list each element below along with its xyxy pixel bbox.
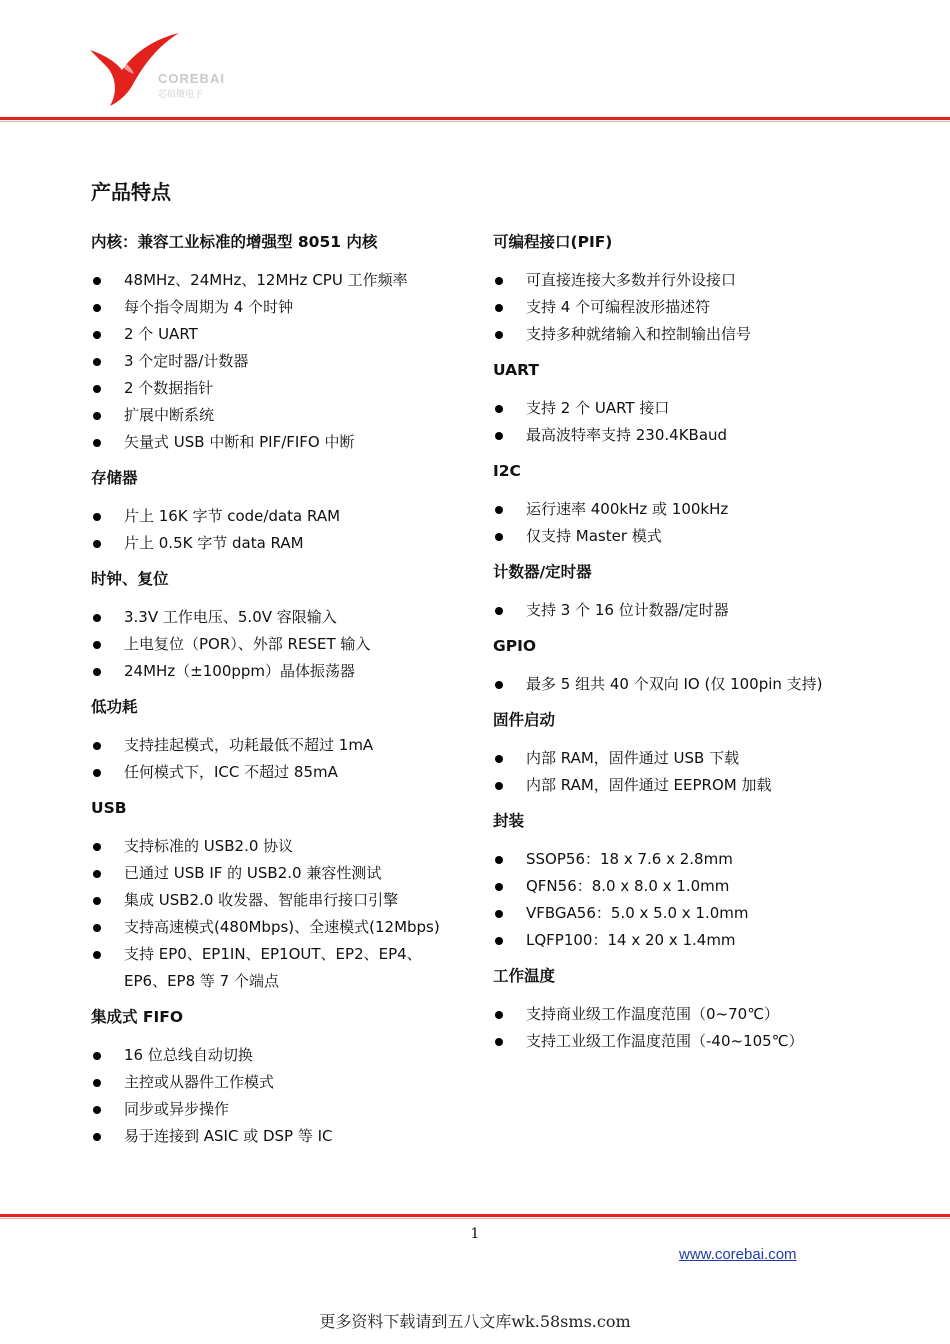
bullet-icon (495, 856, 503, 864)
list-item (91, 658, 471, 685)
feature-list (493, 846, 873, 954)
list-item (91, 348, 471, 375)
bullet-icon (495, 432, 503, 440)
list-item (91, 1042, 471, 1069)
list-item-text: 支持高速模式(480Mbps)、全速模式(12Mbps) (124, 918, 440, 936)
bullet-icon (93, 358, 101, 366)
section-title: 低功耗 (91, 698, 138, 716)
list-item (493, 772, 873, 799)
bullet-icon (93, 412, 101, 420)
bullet-icon (93, 331, 101, 339)
list-item (91, 887, 471, 914)
list-item (91, 375, 471, 402)
page-header (0, 0, 950, 125)
feature-list (493, 745, 873, 799)
list-item-text: 任何模式下，ICC 不超过 85mA (124, 763, 338, 781)
list-item-text: 片上 16K 字节 code/data RAM (124, 507, 341, 525)
section-title: I2C (493, 462, 521, 480)
bullet-icon (93, 870, 101, 878)
bullet-icon (495, 755, 503, 763)
bullet-icon (93, 277, 101, 285)
list-item-text: 矢量式 USB 中断和 PIF/FIFO 中断 (124, 433, 355, 451)
list-item (91, 530, 471, 557)
section-title: 集成式 FIFO (91, 1008, 184, 1026)
list-item (91, 759, 471, 786)
bullet-icon (495, 883, 503, 891)
header-divider (0, 117, 950, 120)
bullet-icon (93, 304, 101, 312)
list-item-text: 最多 5 组共 40 个双向 IO (仅 100pin 支持) (526, 675, 823, 693)
bullet-icon (93, 1106, 101, 1114)
list-item (91, 1123, 471, 1150)
list-item-text: VFBGA56：5.0 x 5.0 x 1.0mm (526, 904, 749, 922)
list-item-text: 48MHz、24MHz、12MHz CPU 工作频率 (124, 271, 408, 289)
list-item (91, 860, 471, 887)
list-item (91, 294, 471, 321)
list-item-text: 支持标准的 USB2.0 协议 (124, 837, 294, 855)
bullet-icon (93, 513, 101, 521)
list-item-text: 2 个数据指针 (124, 379, 214, 397)
list-item-text: 支持挂起模式，功耗最低不超过 1mA (124, 736, 374, 754)
feature-list (493, 1001, 873, 1055)
bullet-icon (495, 937, 503, 945)
list-item-text: 已通过 USB IF 的 USB2.0 兼容性测试 (124, 864, 382, 882)
list-item (493, 927, 873, 954)
feature-list (91, 604, 471, 685)
list-item-text: 上电复位（POR）、外部 RESET 输入 (124, 635, 371, 653)
bullet-icon (93, 843, 101, 851)
list-item (493, 496, 873, 523)
bullet-icon (93, 951, 101, 959)
footer-divider (0, 1214, 950, 1217)
section-title: 可编程接口(PIF) (493, 233, 613, 251)
list-item (493, 873, 873, 900)
list-item (91, 267, 471, 294)
page-number: 1 (470, 1226, 480, 1242)
feature-list (493, 597, 873, 624)
bullet-icon (495, 782, 503, 790)
list-item-text: 最高波特率支持 230.4KBaud (526, 426, 728, 444)
list-item-text: 内部 RAM，固件通过 USB 下载 (526, 749, 740, 767)
list-item (91, 833, 471, 860)
bullet-icon (93, 1052, 101, 1060)
bullet-icon (93, 742, 101, 750)
download-note: 更多资料下载请到五八文库wk.58sms.com (319, 1312, 631, 1331)
section-title: 内核：兼容工业标准的增强型 8051 内核 (91, 233, 378, 251)
page-title: 产品特点 (91, 180, 171, 204)
list-item-text: 支持 EP0、EP1IN、EP1OUT、EP2、EP4、 EP6、EP8 等 7 个端点 (124, 945, 422, 990)
website-link[interactable]: www.corebai.com (679, 1246, 797, 1263)
list-item-text: LQFP100：14 x 20 x 1.4mm (526, 931, 736, 949)
bullet-icon (93, 385, 101, 393)
list-item-text: 运行速率 400kHz 或 100kHz (526, 500, 729, 518)
list-item (91, 604, 471, 631)
bullet-icon (495, 405, 503, 413)
list-item (493, 294, 873, 321)
bullet-icon (495, 277, 503, 285)
section-title: UART (493, 361, 539, 379)
section-title: USB (91, 799, 127, 817)
section-title: 计数器/定时器 (493, 563, 592, 581)
list-item (91, 503, 471, 530)
list-item-text: 扩展中断系统 (124, 406, 215, 424)
section-title: 封装 (493, 812, 525, 830)
list-item-text: SSOP56：18 x 7.6 x 2.8mm (526, 850, 733, 868)
list-item-text: 支持 2 个 UART 接口 (526, 399, 670, 417)
list-item (493, 745, 873, 772)
bullet-icon (495, 331, 503, 339)
bullet-icon (495, 506, 503, 514)
list-item-text: 主控或从器件工作模式 (124, 1073, 275, 1091)
list-item-text: 2 个 UART (124, 325, 198, 343)
list-item-text: 支持 3 个 16 位计数器/定时器 (526, 601, 729, 619)
list-item (493, 267, 873, 294)
section-title: 工作温度 (493, 967, 556, 985)
list-item (493, 597, 873, 624)
list-item-text: 仅支持 Master 模式 (526, 527, 662, 545)
list-item-text: 内部 RAM，固件通过 EEPROM 加载 (526, 776, 772, 794)
bullet-icon (93, 769, 101, 777)
section-title: GPIO (493, 637, 537, 655)
list-item (493, 671, 873, 698)
list-item-text: 支持工业级工作温度范围（-40~105℃） (526, 1032, 804, 1050)
list-item-text: 24MHz（±100ppm）晶体振荡器 (124, 662, 356, 680)
section-title: 固件启动 (493, 711, 556, 729)
feature-list (493, 671, 873, 698)
section-title: 时钟、复位 (91, 570, 169, 588)
feature-list (91, 833, 471, 995)
list-item (493, 523, 873, 550)
list-item-text: 易于连接到 ASIC 或 DSP 等 IC (124, 1127, 333, 1145)
bullet-icon (93, 924, 101, 932)
right-column (493, 230, 873, 1065)
bullet-icon (93, 668, 101, 676)
list-item-text: 可直接连接大多数并行外设接口 (526, 271, 737, 289)
list-item-text: 集成 USB2.0 收发器、智能串行接口引擎 (124, 891, 399, 909)
list-item (493, 422, 873, 449)
bullet-icon (495, 1038, 503, 1046)
feature-list (91, 1042, 471, 1150)
bullet-icon (495, 1011, 503, 1019)
footer-divider-shadow (0, 1218, 950, 1219)
list-item (493, 900, 873, 927)
header-divider-shadow (0, 121, 950, 122)
bullet-icon (495, 910, 503, 918)
list-item (91, 941, 471, 995)
feature-list (91, 732, 471, 786)
list-item (493, 1028, 873, 1055)
bullet-icon (93, 1133, 101, 1141)
bullet-icon (93, 897, 101, 905)
list-item-text: 每个指令周期为 4 个时钟 (124, 298, 294, 316)
list-item (493, 846, 873, 873)
list-item (91, 321, 471, 348)
feature-list (91, 267, 471, 456)
bullet-icon (93, 540, 101, 548)
list-item (91, 1069, 471, 1096)
list-item (91, 429, 471, 456)
bullet-icon (93, 439, 101, 447)
list-item-text: 同步或异步操作 (124, 1100, 230, 1118)
list-item-text: 16 位总线自动切换 (124, 1046, 253, 1064)
feature-list (91, 503, 471, 557)
bullet-icon (93, 614, 101, 622)
list-item (493, 321, 873, 348)
bullet-icon (495, 681, 503, 689)
list-item (91, 631, 471, 658)
list-item-text: 支持商业级工作温度范围（0~70℃） (526, 1005, 780, 1023)
feature-list (493, 267, 873, 348)
list-item-text: 3.3V 工作电压、5.0V 容限输入 (124, 608, 337, 626)
list-item-text: 3 个定时器/计数器 (124, 352, 249, 370)
list-item (91, 1096, 471, 1123)
left-column (91, 230, 471, 1160)
feature-list (493, 395, 873, 449)
list-item-text: QFN56：8.0 x 8.0 x 1.0mm (526, 877, 730, 895)
feature-list (493, 496, 873, 550)
list-item (493, 395, 873, 422)
list-item (91, 914, 471, 941)
bullet-icon (93, 1079, 101, 1087)
logo-wordmark: COREBAI (158, 71, 225, 86)
list-item (493, 1001, 873, 1028)
bullet-icon (495, 304, 503, 312)
bullet-icon (93, 641, 101, 649)
bullet-icon (495, 607, 503, 615)
section-title: 存储器 (91, 469, 138, 487)
list-item-text: 支持 4 个可编程波形描述符 (526, 298, 711, 316)
list-item (91, 402, 471, 429)
bullet-icon (495, 533, 503, 541)
list-item-text: 支持多种就绪输入和控制输出信号 (526, 325, 752, 343)
list-item (91, 732, 471, 759)
logo-chinese-name: 芯佰微电子 (158, 90, 204, 100)
list-item-text: 片上 0.5K 字节 data RAM (124, 534, 304, 552)
